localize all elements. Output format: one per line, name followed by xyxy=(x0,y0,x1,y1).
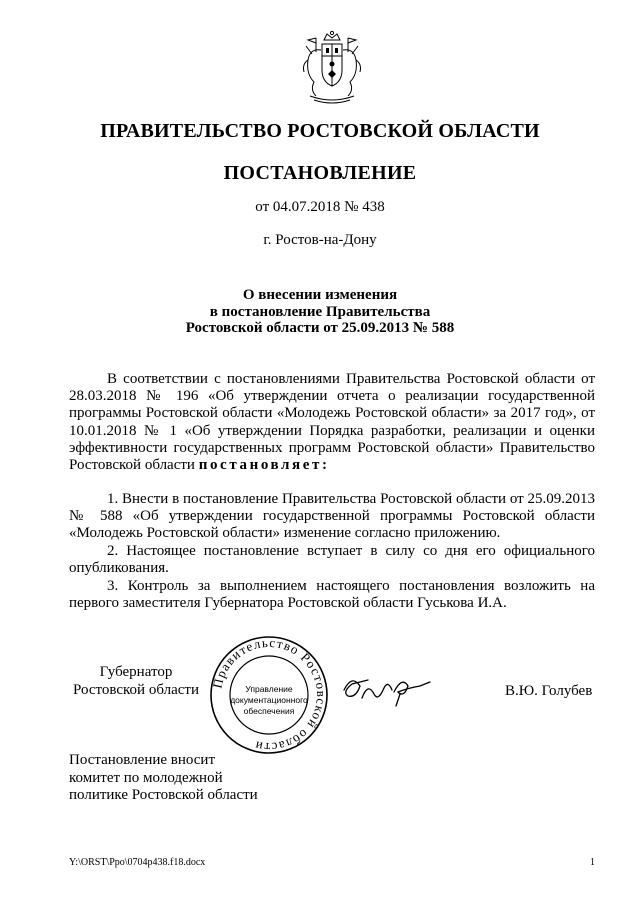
clause-3: 3. Контроль за выполнением настоящего постановления возложить на первого заместителя Губернатора Ростовской области Гуськова И.А. xyxy=(69,578,595,612)
stamp-outer-text: Правительство Ростовской области xyxy=(209,634,330,756)
signatory-title-line: Ростовской области xyxy=(73,681,199,698)
resolves-word: постановляет: xyxy=(198,457,330,474)
signatory-title-line: Губернатор xyxy=(99,664,173,680)
preamble-text: В соответствии с постановлениями Правительства Ростовской области от 28.03.2018 № 196 «Об утверждении отчета о реализации государственной программы Ростовской области «Молодежь Ростовской области» за 2017 год», от 10.01.2018 № 1 «Об утверждении Порядка разработки, реализации и оценки эффективности государственных программ Ростовской области» Правительство Ростовской области xyxy=(69,371,595,474)
preamble-paragraph xyxy=(69,371,595,474)
file-path: Y:\ORST\Ppo\0704p438.f18.docx xyxy=(69,857,206,868)
handwritten-signature xyxy=(338,668,438,710)
signatory-title xyxy=(69,664,203,699)
official-stamp xyxy=(208,634,330,756)
subject-line: в постановление Правительства xyxy=(209,303,431,320)
stamp-inner-line: Управление xyxy=(245,684,293,694)
submitter-line: Постановление вносит xyxy=(69,752,216,768)
submitter-line: комитет по молодежной xyxy=(69,769,223,786)
subject-line: О внесении изменения xyxy=(242,287,398,303)
submitter-note xyxy=(69,752,258,805)
stamp-inner-line: обеспечения xyxy=(243,706,295,716)
document-type-title: ПОСТАНОВЛЕНИЕ xyxy=(223,162,417,184)
stamp-inner-line: документационного xyxy=(230,695,308,705)
coat-of-arms-emblem xyxy=(298,30,366,106)
page-number: 1 xyxy=(590,857,595,868)
organization-title: ПРАВИТЕЛЬСТВО РОСТОВСКОЙ ОБЛАСТИ xyxy=(100,120,540,142)
submitter-line: политике Ростовской области xyxy=(69,787,258,803)
signatory-name: В.Ю. Голубев xyxy=(505,683,593,699)
document-subject xyxy=(0,287,640,337)
clause-1: 1. Внести в постановление Правительства Ростовской области от 25.09.2013 № 588 «Об утверждении государственной программы Ростовской области «Молодежь Ростовской области» изменение согласно приложению. xyxy=(69,491,595,542)
document-city: г. Ростов-на-Дону xyxy=(263,232,377,248)
clause-2: 2. Настоящее постановление вступает в силу со дня его официального опубликования. xyxy=(69,543,595,577)
document-date-number: от 04.07.2018 № 438 xyxy=(255,199,385,215)
subject-line: Ростовской области от 25.09.2013 № 588 xyxy=(185,320,455,336)
